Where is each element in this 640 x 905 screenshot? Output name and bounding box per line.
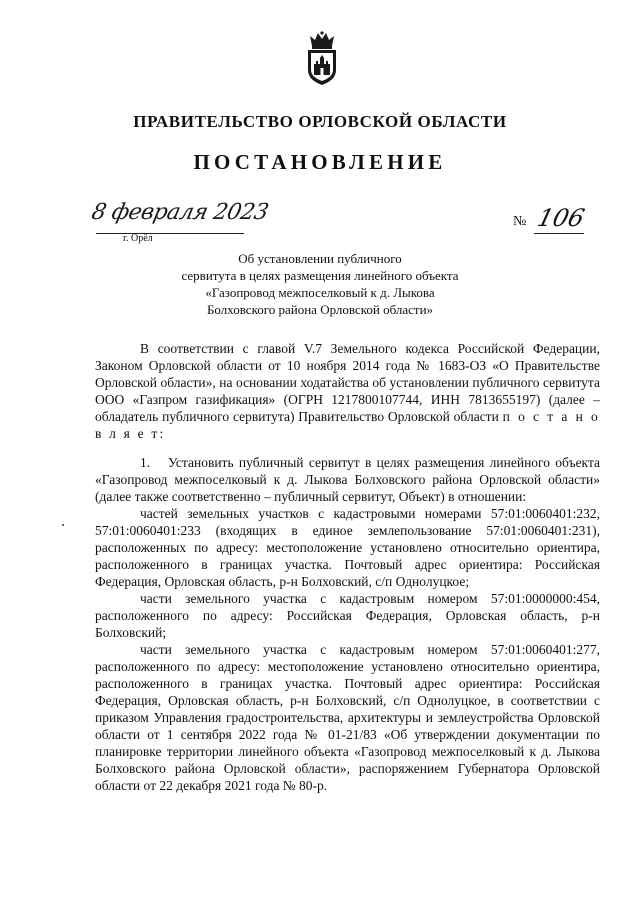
scan-speck (62, 524, 64, 526)
handwritten-number: 106 (534, 204, 588, 232)
preamble-paragraph (95, 340, 600, 442)
document-subject (160, 250, 480, 318)
land-part-paragraph: частей земельных участков с кадастровыми номерами 57:01:0060401:232, 57:01:0060401:233 (входящих в единое землепользование 57:01:0060401:231), расположенных по адресу: местоположение установлено относительно ориентира, расположенного в границах участка. Почтовый адрес ориентира: Российская Федерация, Орловская область, р-н Болховский, с/п Однолуцкое; (95, 506, 600, 589)
subject-line: «Газопровод межпоселковый к д. Лыкова (205, 285, 435, 300)
city-label: г. Орёл (123, 233, 153, 244)
date-underline (96, 233, 244, 234)
subject-line: Об установлении публичного (238, 251, 402, 266)
handwritten-date: 8 февраля 2023 (89, 200, 271, 225)
land-part-paragraph: части земельного участка с кадастровым номером 57:01:0060401:277, расположенного по адресу: местоположение установлено относительно ориентира, расположенного в границах участка. Почтовый адрес ориентира: Российская Федерация, Орловская область, р-н Болховский, с/п Однолуцкое, в соответствии с приказом Управления градостроительства, архитектуры и землеустройства Орловской области от 1 сентября 2022 года № 01-21/83 «Об утверждении документации по планировке территории линейного объекта «Газопровод межпоселковый к д. Лыкова Болховского района Орловской области», распоряжением Губернатора Орловской области от 22 декабря 2021 года № 80-р. (95, 642, 600, 793)
item-1-text: Установить публичный сервитут в целях размещения линейного объекта «Газопровод межпоселковый к д. Лыкова Болховского района Орловской области» (далее также соответственно – публичный сервитут, Объект) в отношении: (95, 455, 600, 504)
item-1-paragraph (95, 454, 600, 505)
land-part-paragraph: части земельного участка с кадастровым номером 57:01:0000000:454, расположенного по адресу: Российская Федерация, Орловская область, р-н Болховский; (95, 591, 600, 640)
resolves-word: п о с т а н о в л я е т: (95, 409, 600, 441)
number-label: № (513, 214, 527, 229)
coat-of-arms-icon (304, 30, 340, 86)
item-number: 1. (140, 455, 151, 470)
document-body (95, 340, 600, 794)
document-type-title: ПОСТАНОВЛЕНИЕ (193, 150, 447, 174)
government-title: ПРАВИТЕЛЬСТВО ОРЛОВСКОЙ ОБЛАСТИ (133, 112, 507, 131)
subject-line: сервитута в целях размещения линейного объекта (181, 268, 459, 283)
number-underline (534, 233, 584, 234)
subject-line: Болховского района Орловской области» (206, 302, 434, 317)
preamble-text: В соответствии с главой V.7 Земельного кодекса Российской Федерации, Законом Орловской области от 10 ноября 2014 года № 1683-ОЗ «О Правительстве Орловской области», на основании ходатайства об установлении публичного сервитута ООО «Газпром газификация» (ОГРН 1217800107744, ИНН 7813655197) (далее – обладатель публичного сервитута) Правительство Орловской области (95, 341, 600, 424)
